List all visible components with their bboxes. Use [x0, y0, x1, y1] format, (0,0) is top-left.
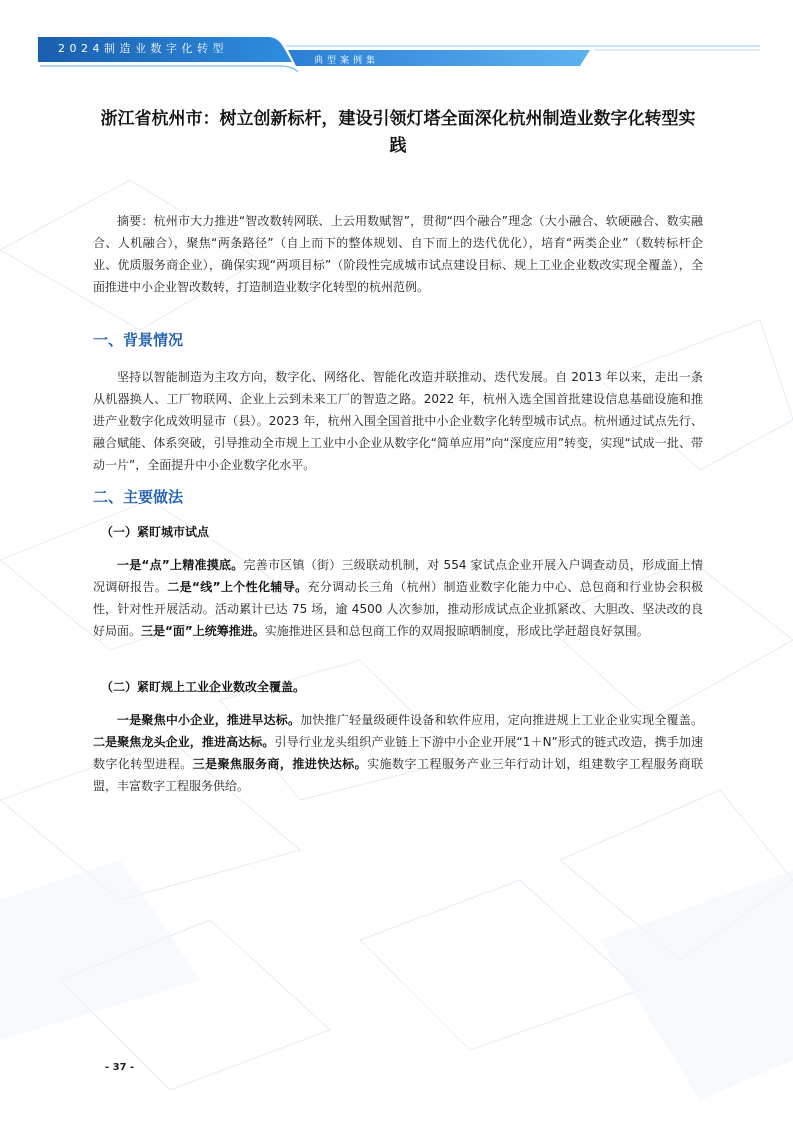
- sme-emphasis: 一是聚焦中小企业，推进早达标。: [117, 713, 301, 727]
- page-header: [0, 0, 793, 80]
- provider-emphasis: 三是聚焦服务商，推进快达标。: [192, 757, 368, 771]
- leader-emphasis: 二是聚焦龙头企业，推进高达标。: [93, 735, 275, 749]
- provider-text: 实施数字工程服务产业三年行动计划，组建数字工程服务商联盟，丰富数字工程服务供给。: [93, 757, 703, 793]
- line-emphasis: 二是“线”上个性化辅导。: [167, 580, 308, 594]
- document-title: 浙江省杭州市：树立创新标杆，建设引领灯塔全面深化杭州制造业数字化转型实践: [100, 109, 696, 156]
- subsection-heading-city-pilot: （一）紧盯城市试点: [101, 525, 210, 539]
- sme-text: 加快推广轻量级硬件设备和软件应用，定向推进规上工业企业实现全覆盖。: [300, 713, 703, 727]
- subsection-heading-full-coverage: （二）紧盯规上工业企业数改全覆盖。: [101, 680, 306, 694]
- city-pilot-paragraph: [93, 554, 703, 642]
- point-emphasis: 一是“点”上精准摸底。: [117, 558, 244, 572]
- leader-text: 引导行业龙头组织产业链上下游中小企业开展“1＋N”形式的链式改造，携手加速数字化转型进程。: [93, 735, 703, 771]
- surface-text: 实施推进区县和总包商工作的双周报晾晒制度，形成比学赶超良好氛围。: [264, 624, 649, 638]
- surface-emphasis: 三是“面”上统筹推进。: [141, 624, 265, 638]
- section-heading-main-practices: 二、主要做法: [93, 488, 184, 506]
- abstract-paragraph: 摘要：杭州市大力推进“智改数转网联、上云用数赋智”，贯彻“四个融合”理念（大小融合、软硬融合、数实融合、人机融合），聚焦“两条路径”（自上而下的整体规划、自下而上的迭代优化），培育“两类企业”（数转标杆企业、优质服务商企业），确保实现“两项目标”（阶段性完成城市试点建设目标、规上工业企业数改实现全覆盖），全面推进中小企业智改数转，打造制造业数字化转型的杭州范例。: [93, 214, 703, 294]
- header-subtitle: 典型案例集: [314, 56, 380, 66]
- header-title: 2024制造业数字化转型: [58, 42, 228, 55]
- background-paragraph: 坚持以智能制造为主攻方向，数字化、网络化、智能化改造并联推动、迭代发展。自 2013 年以来，走出一条从机器换人、工厂物联网、企业上云到未来工厂的智造之路。2022 年，杭州入选全国首批建设信息基础设施和推进产业数字化成效明显市（县）。2023 年，杭州入围全国首批中小企业数字化转型城市试点。杭州通过试点先行、融合赋能、体系突破，引导推动全市规上工业中小企业从数字化“简单应用”向“深度应用”转变，实现“试成一批、带动一片”，全面提升中小企业数字化水平。: [93, 370, 703, 472]
- point-text: 完善市区镇（街）三级联动机制，对 554 家试点企业开展入户调查动员，形成面上情况调研报告。: [93, 558, 703, 594]
- section-heading-background: 一、背景情况: [93, 331, 184, 349]
- full-coverage-paragraph: [93, 709, 703, 797]
- line-text: 充分调动长三角（杭州）制造业数字化能力中心、总包商和行业协会积极性，针对性开展活动。活动累计已达 75 场，逾 4500 人次参加，推动形成试点企业抓紧改、大胆改、坚决改的良好局面。: [93, 580, 703, 638]
- page-number: - 37 -: [105, 1062, 135, 1073]
